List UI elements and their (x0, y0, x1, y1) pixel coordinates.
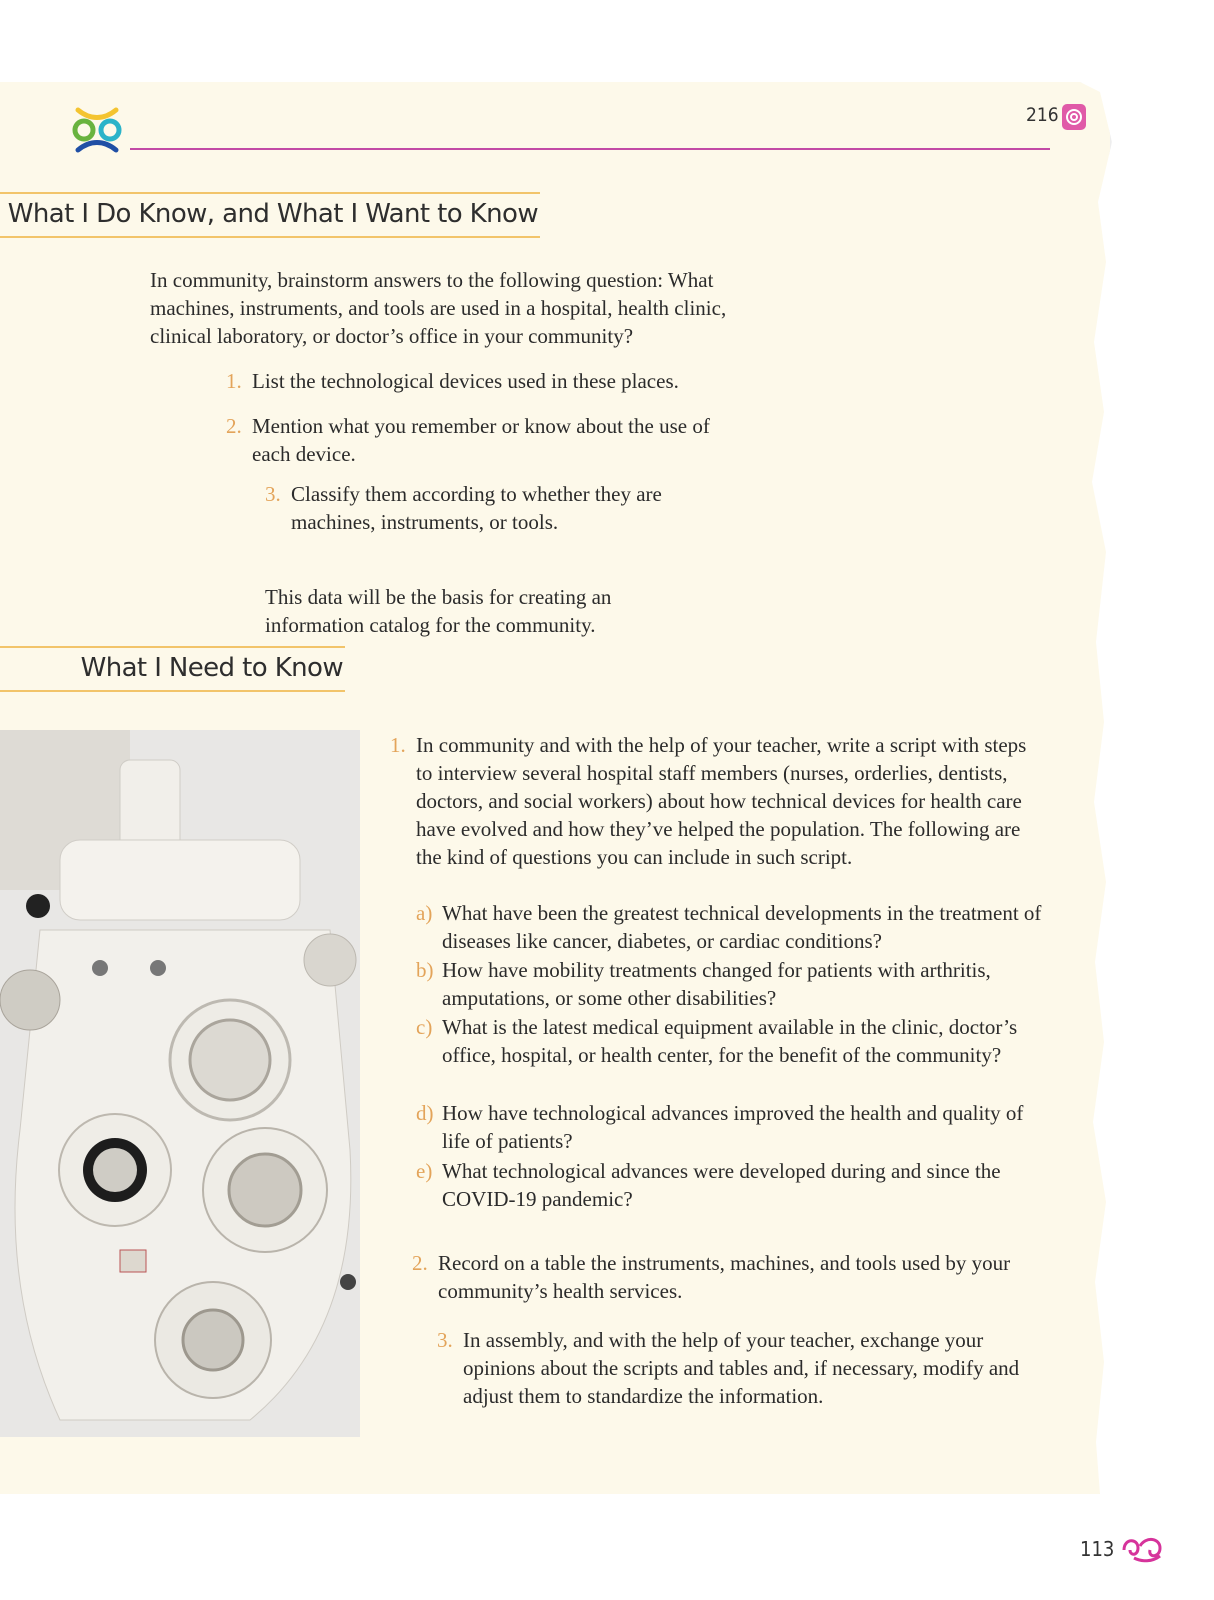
question-item: e) What technological advances were developed during and since the COVID-19 pandemic? (416, 1159, 1001, 1211)
project-logo-icon (70, 104, 124, 156)
note-paragraph: This data will be the basis for creating an information catalog for the community. (265, 585, 612, 637)
decorative-flourish-icon (1120, 1532, 1166, 1564)
question-item: c) What is the latest medical equipment available in the clinic, doctor’s office, hospital, or health center, for the benefit of the community? (416, 1015, 1018, 1067)
phoropter-photo (0, 730, 360, 1437)
page-number: 113 (1080, 1537, 1115, 1561)
question-item: a) What have been the greatest technical developments in the treatment of diseases like cancer, diabetes, or cardiac conditions? (416, 901, 1042, 953)
intro-paragraph: In community, brainstorm answers to the following question: What machines, instruments, and tools are used in a hospital, health clinic, clinical laboratory, or doctor’s office in your community? (150, 268, 727, 348)
decorative-ornament-icon (1061, 102, 1087, 132)
list-item: 3. In assembly, and with the help of your teacher, exchange your opinions about the scripts and tables and, if necessary, modify and adjust them to standardize the information. (437, 1328, 1020, 1408)
section-heading-know: What I Do Know, and What I Want to Know (0, 192, 540, 238)
question-item: b) How have mobility treatments changed for patients with arthritis, amputations, or some other disabilities? (416, 958, 991, 1010)
list-item: 2. Mention what you remember or know about the use of each device. (226, 414, 710, 466)
header-rule (130, 148, 1050, 150)
section-heading-need: What I Need to Know (0, 646, 345, 692)
question-item: d) How have technological advances improved the health and quality of life of patients? (416, 1101, 1024, 1153)
list-item: 1. List the technological devices used in these places. (226, 369, 679, 393)
phoropter-illustration (0, 730, 360, 1437)
page-code: 216 (1026, 104, 1059, 126)
list-item: 3. Classify them according to whether they are machines, instruments, or tools. (265, 482, 662, 534)
list-item: 2. Record on a table the instruments, machines, and tools used by your community’s health services. (412, 1251, 1011, 1303)
list-item: 1. In community and with the help of your teacher, write a script with steps to interview several hospital staff members (nurses, orderlies, dentists, doctors, and social workers) about how technical devices for health care have evolved and how they’ve helped the population. The following are the kind of questions you can include in such script. (390, 733, 1027, 869)
